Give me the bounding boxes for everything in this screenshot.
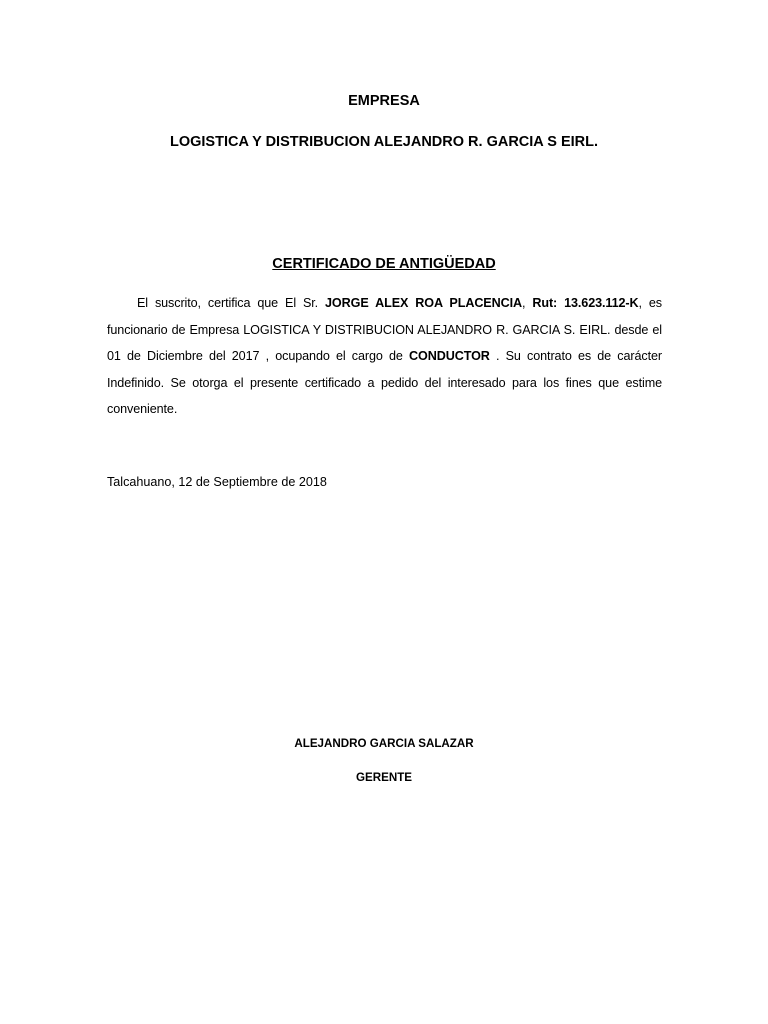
company-label: EMPRESA bbox=[348, 93, 420, 109]
certificate-title: CERTIFICADO DE ANTIGÜEDAD bbox=[272, 256, 496, 272]
place-and-date: Talcahuano, 12 de Septiembre de 2018 bbox=[107, 475, 327, 489]
signer-name: ALEJANDRO GARCIA SALAZAR bbox=[294, 737, 474, 750]
employee-rut: Rut: 13.623.112-K bbox=[532, 296, 639, 310]
body-text-part-3: , es funcionario de Empresa LOGISTICA Y DISTRIBUCION ALEJANDRO R. GARCIA S. EIRL. desde el 01 de Diciembre del 2017 , ocupando el cargo de bbox=[107, 296, 662, 363]
body-text-part-1: El suscrito, certifica que El Sr. bbox=[137, 296, 326, 310]
certificate-body bbox=[107, 290, 662, 423]
signer-role: GERENTE bbox=[355, 771, 413, 784]
company-name: LOGISTICA Y DISTRIBUCION ALEJANDRO R. GARCIA S EIRL. bbox=[169, 134, 599, 150]
body-text-part-2: , bbox=[522, 296, 533, 310]
body-text-part-4: . Su contrato es de carácter Indefinido. Se otorga el presente certificado a pedido del interesado para los fines que estime conveniente. bbox=[107, 349, 662, 416]
employee-position: CONDUCTOR bbox=[409, 349, 490, 363]
employee-name: JORGE ALEX ROA PLACENCIA bbox=[325, 296, 522, 310]
